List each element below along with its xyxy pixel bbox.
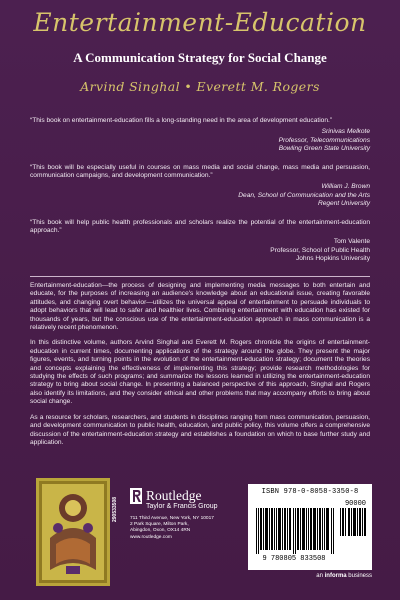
addon-barcode-bars (340, 508, 366, 536)
endorser-name: Srinivas Melkote (321, 128, 370, 136)
book-authors: Arvind Singhal • Everett M. Rogers (80, 79, 320, 94)
endorsement-1 (30, 117, 370, 154)
isbn-number: ISBN 978-0-8058-3350-8 (261, 488, 359, 496)
endorsement-text: “This book will help public health professionals and scholars realize the potential of the entertainment-education approach.” (30, 218, 370, 235)
barcode-bars (256, 508, 334, 554)
address-line: 2 Park Square, Milton Park, (130, 522, 189, 528)
price-code: 90000 (344, 500, 366, 508)
address-line: 711 Third Avenue, New York, NY 10017 (130, 516, 214, 521)
publisher-address (130, 516, 240, 541)
divider-line (30, 276, 370, 277)
publisher-name: Routledge (146, 488, 202, 503)
endorser-role: Professor, Telecommunications (278, 136, 370, 144)
book-subtitle: A Communication Strategy for Social Change (73, 50, 327, 65)
book-description (30, 282, 370, 454)
barcode-digits: 9 780805 833508 (262, 555, 326, 563)
description-paragraph-3: As a resource for scholars, researchers, and students in disciplines ranging from mass communication, persuasion, and development communication to public health, education, and public policy, this volume offers a comprehensive discussion of the entertainment-education strategy and establishes a foundation on which to base further study and application. (30, 413, 370, 446)
endorser-role: Dean, School of Communication and the Arts (238, 191, 370, 199)
endorsement-attribution (30, 183, 370, 208)
publisher-logo (130, 488, 240, 504)
endorsement-text: “This book on entertainment-education fills a long-standing need in the area of development education.” (30, 117, 333, 124)
publisher-group: Taylor & Francis Group (146, 503, 218, 510)
endorser-name: Tom Valente (333, 238, 370, 246)
endorser-org: Bowling Green State University (278, 145, 370, 153)
endorsements (30, 117, 370, 274)
endorsement-attribution (30, 238, 370, 263)
endorser-name: William J. Brown (321, 183, 370, 191)
endorser-org: Johns Hopkins University (295, 255, 370, 263)
imprint-suffix: business (346, 573, 372, 579)
isbn-barcode (248, 484, 372, 570)
cover-art-thumbnail (36, 478, 110, 586)
routledge-r-icon (130, 488, 142, 504)
imprint-prefix: an (316, 573, 325, 579)
imprint-brand: informa (324, 573, 347, 579)
endorsement-attribution (30, 128, 370, 153)
book-title: Entertainment-Education (33, 8, 367, 37)
endorser-org: Regent University (317, 200, 370, 208)
publisher-block (130, 488, 240, 541)
side-isbn-label: 290533508 (112, 496, 118, 522)
description-paragraph-1: Entertainment-education—the process of designing and implementing media messages to both entertain and educate, for the purposes of increasing an audience's knowledge about an educational issue, creating favorable attitudes, and changing overt behavior—utilizes the universal appeal of entertainment to persuade individuals to adopt behaviors that will lead to safer and healthier lives. Combining entertainment with education has existed for thousands of years, but the conscious use of the entertainment-education approach in mass communication is a relatively recent phenomenon. (30, 282, 370, 332)
endorser-role: Professor, School of Public Health (270, 246, 370, 254)
endorsement-3 (30, 219, 370, 264)
informa-imprint (270, 573, 372, 579)
address-line: Abingdon, Oxon, OX14 4RN (130, 528, 191, 534)
publisher-website: www.routledge.com (130, 534, 172, 540)
description-paragraph-2: In this distinctive volume, authors Arvind Singhal and Everett M. Rogers chronicle the origins of entertainment-education in current times, documenting applications of the strategy around the globe. They present the major figures, events, and turning points in the evolution of the entertainment-education strategy; document the theories and concepts explaining the effectiveness of implementing this strategy; provide research methodologies for studying the effects of such programs; and summarize the lessons learned in utilizing the entertainment-education strategy to bring about social change. In presenting a balanced perspective of this approach, Singhal and Rogers also identify its limitations, and they consider ethical and other problems that may accompany efforts to bring about social change. (30, 339, 370, 406)
endorsement-text: “This book will be especially useful in courses on mass media and social change, mass media and persuasion, communication campaigns, and development communication.” (30, 163, 370, 180)
endorsement-2 (30, 164, 370, 209)
